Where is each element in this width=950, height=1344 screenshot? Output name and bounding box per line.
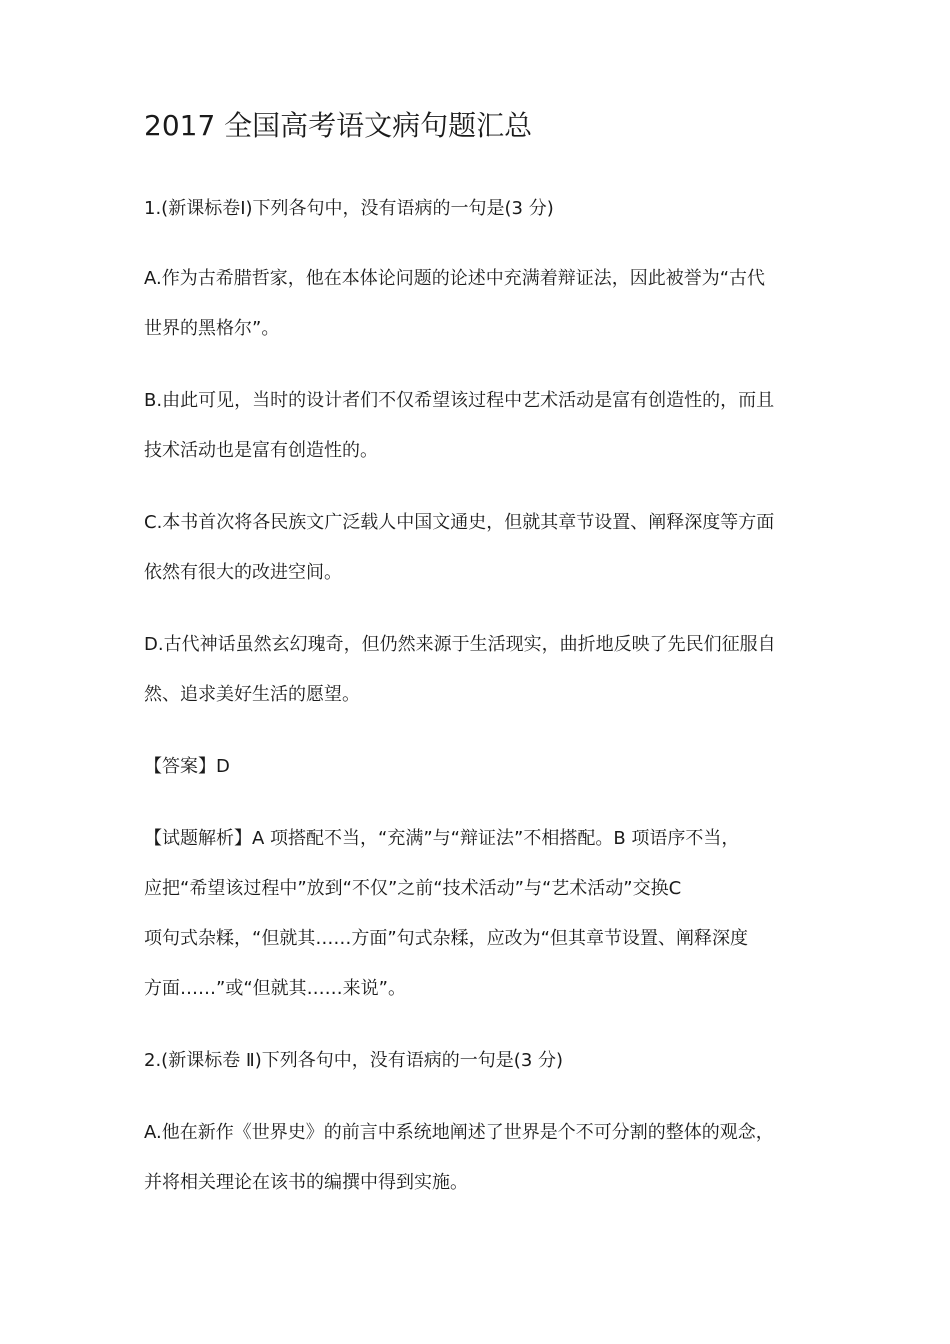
option-a-line-1: A.作为古希腊哲家，他在本体论问题的论述中充满着辩证法，因此被誉为“古代: [144, 268, 766, 289]
option-d-line-2: 然、追求美好生活的愿望。: [144, 684, 360, 705]
analysis-line-1: 【试题解析】A 项搭配不当，“充满”与“辩证法”不相搭配。B 项语序不当，: [144, 828, 740, 849]
question-1-option-d: [144, 620, 824, 720]
question-1-option-a: [144, 254, 824, 354]
question-1-analysis: [144, 814, 824, 1014]
q2-option-a-line-2: 并将相关理论在该书的编撰中得到实施。: [144, 1172, 468, 1193]
question-2-stem: [144, 1036, 824, 1086]
analysis-line-3: 项句式杂糅，“但就其……方面”句式杂糅，应改为“但其章节设置、阐释深度: [144, 928, 748, 949]
option-a-line-2: 世界的黑格尔”。: [144, 318, 280, 339]
answer-line: 【答案】D: [144, 756, 230, 777]
question-1-option-b: [144, 376, 824, 476]
question-2-stem-line: 2.(新课标卷 Ⅱ)下列各句中，没有语病的一句是(3 分): [144, 1050, 564, 1071]
option-b-line-2: 技术活动也是富有创造性的。: [144, 440, 378, 461]
question-2-option-a: [144, 1108, 824, 1208]
question-1-stem-line: 1.(新课标卷Ⅰ)下列各句中，没有语病的一句是(3 分): [144, 198, 554, 219]
document-title: 2017 全国高考语文病句题汇总: [144, 109, 533, 142]
question-1-option-c: [144, 498, 824, 598]
question-1-stem: [144, 184, 824, 234]
analysis-line-2: 应把“希望该过程中”放到“不仅”之前“技术活动”与“艺术活动”交换C: [144, 878, 682, 899]
analysis-line-4: 方面……”或“但就其……来说”。: [144, 978, 406, 999]
option-c-line-2: 依然有很大的改进空间。: [144, 562, 342, 583]
option-b-line-1: B.由此可见，当时的设计者们不仅希望该过程中艺术活动是富有创造性的，而且: [144, 390, 775, 411]
option-d-line-1: D.古代神话虽然玄幻瑰奇，但仍然来源于生活现实，曲折地反映了先民们征服自: [144, 634, 776, 655]
question-1-answer: [144, 742, 824, 792]
q2-option-a-line-1: A.他在新作《世界史》的前言中系统地阐述了世界是个不可分割的整体的观念，: [144, 1122, 774, 1143]
option-c-line-1: C.本书首次将各民族文广泛载人中国文通史，但就其章节设置、阐释深度等方面: [144, 512, 775, 533]
